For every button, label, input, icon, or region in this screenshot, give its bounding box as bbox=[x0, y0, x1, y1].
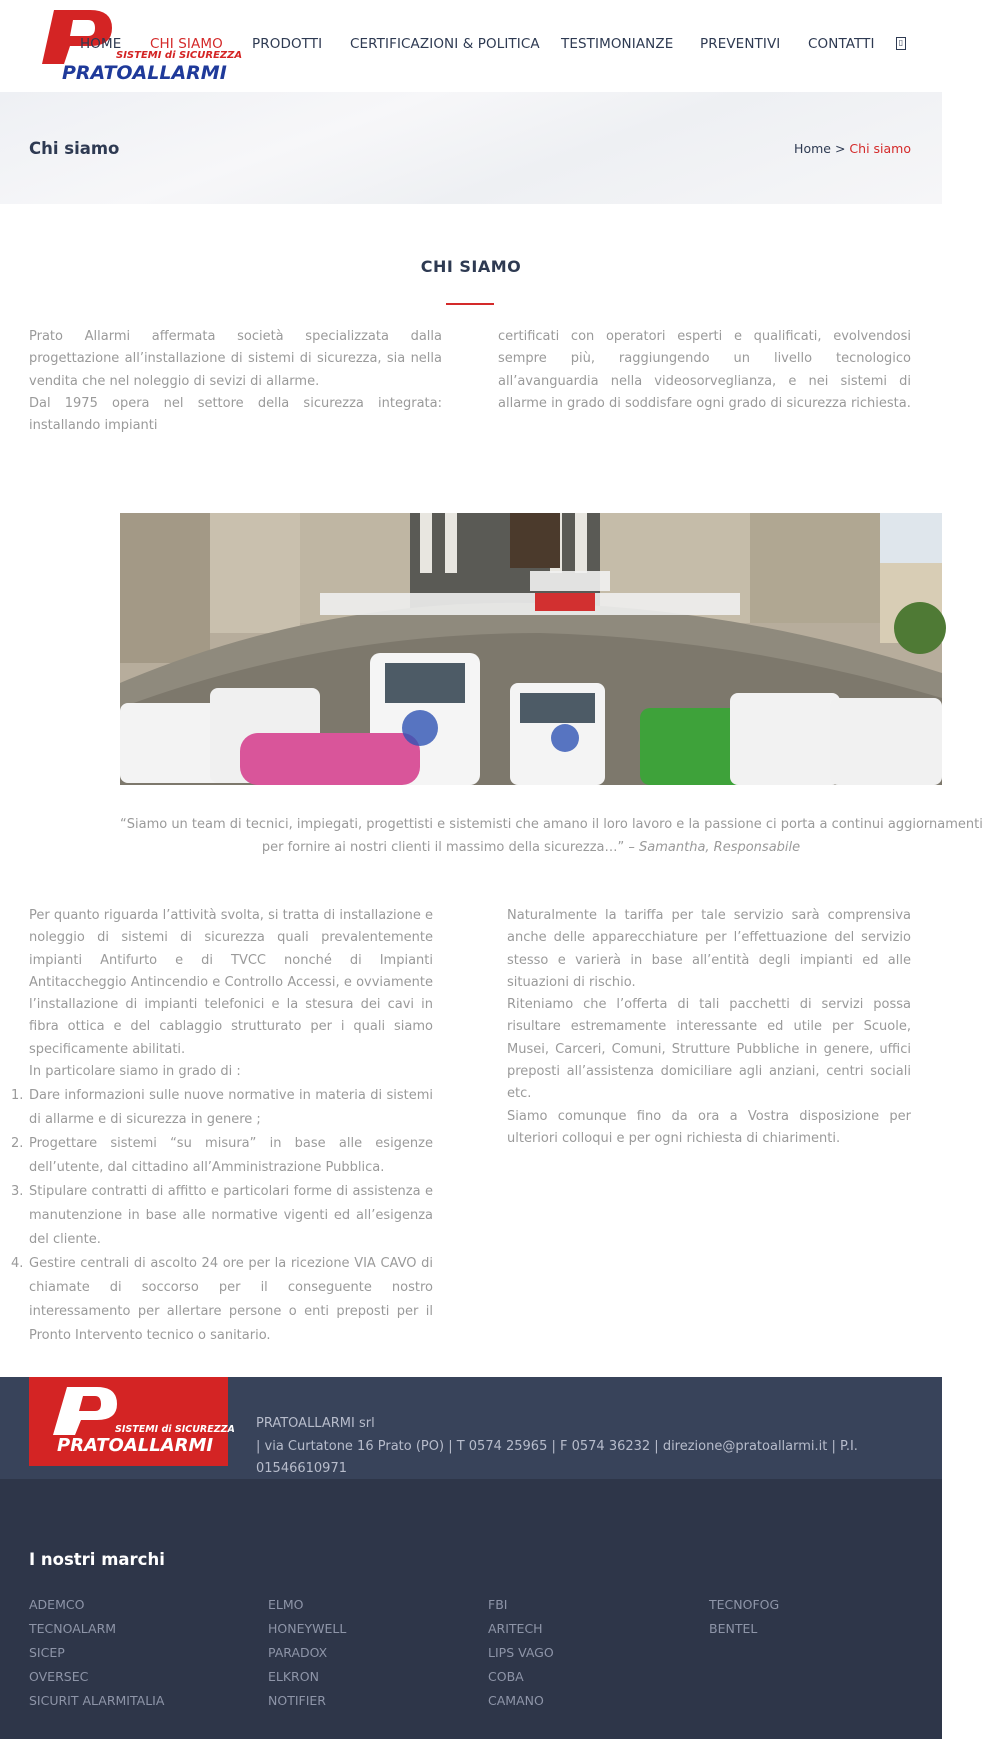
quote-line bbox=[120, 836, 942, 859]
svg-text:PRATOALLARMI: PRATOALLARMI bbox=[62, 62, 227, 84]
body-paragraph: Per quanto riguarda l’attività svolta, si tratta di installazione e noleggio di sistemi di sicurezza quali prevalentemente impianti Antifurto e di TVCC nonché di Impianti Antitaccheggio Antincendio e Controllo Accessi, e ovviamente l’installazione di impianti telefonici e la stesura dei cavi in fibra ottica e del cablaggio strutturato per i quali siamo specificamente abilitati. bbox=[29, 908, 433, 1057]
brand-link[interactable]: TECNOALARM bbox=[29, 1621, 117, 1636]
list-number: 2. bbox=[11, 1136, 24, 1151]
svg-text:SISTEMI di SICUREZZA: SISTEMI di SICUREZZA bbox=[116, 50, 243, 61]
services-list bbox=[11, 1084, 433, 1348]
brand-link[interactable]: HONEYWELL bbox=[268, 1621, 347, 1636]
company-details: | via Curtatone 16 Prato (PO) | T 0574 25965 | F 0574 36232 | direzione@pratoallarmi.it | P.I. 01546610971 bbox=[256, 1438, 858, 1476]
main-nav bbox=[0, 36, 942, 56]
quote-line: “Siamo un team di tecnici, impiegati, progettisti e sistemisti che amano il loro lavoro e la passione ci porta a continui aggiornamenti bbox=[120, 817, 983, 832]
intro-paragraph: Dal 1975 opera nel settore della sicurezza integrata: installando impianti bbox=[29, 395, 442, 434]
intro-left-text bbox=[29, 326, 442, 437]
body-right-text bbox=[507, 905, 911, 1150]
team-photo-illustration bbox=[120, 513, 942, 785]
svg-text:SISTEMI di SICUREZZA: SISTEMI di SICUREZZA bbox=[115, 1424, 235, 1435]
list-number: 3. bbox=[11, 1184, 24, 1199]
body-paragraph: Siamo comunque fino da ora a Vostra disposizione per ulteriori colloqui e per ogni richiesta di chiarimenti. bbox=[507, 1108, 911, 1146]
intro-right-text bbox=[498, 326, 911, 415]
intro-paragraph: certificati con operatori esperti e qualificati, evolvendosi sempre più, raggiungendo un livello tecnologico all’avanguardia nella videosorveglianza, e nei sistemi di allarme in grado di soddisfare ogni grado di sicurezza richiesta. bbox=[498, 329, 911, 411]
svg-text:PRATOALLARMI: PRATOALLARMI bbox=[57, 1435, 214, 1456]
footer-logo-mark bbox=[29, 1377, 235, 1466]
body-left-text bbox=[29, 905, 433, 1083]
team-photo bbox=[120, 513, 942, 785]
breadcrumb-current: Chi siamo bbox=[849, 141, 911, 156]
brand-link[interactable]: OVERSEC bbox=[29, 1669, 89, 1684]
brand-link[interactable]: LIPS VAGO bbox=[488, 1645, 554, 1660]
nav-certificazioni[interactable]: CERTIFICAZIONI & POLITICA bbox=[350, 36, 540, 52]
page-title-band bbox=[0, 92, 942, 204]
nav-preventivi[interactable]: PREVENTIVI bbox=[700, 36, 781, 52]
list-text: Dare informazioni sulle nuove normative in materia di sistemi di allarme e di sicurezza in genere ; bbox=[29, 1088, 433, 1127]
brand-link[interactable]: BENTEL bbox=[709, 1621, 758, 1636]
quote-author: Samantha, Responsabile bbox=[639, 840, 801, 855]
section-title: CHI SIAMO bbox=[420, 257, 522, 276]
section-divider bbox=[446, 303, 494, 305]
body-paragraph: In particolare siamo in grado di : bbox=[29, 1064, 241, 1080]
brand-link[interactable]: ARITECH bbox=[488, 1621, 543, 1636]
brand-link[interactable]: PARADOX bbox=[268, 1645, 328, 1660]
list-item bbox=[11, 1132, 433, 1180]
intro-paragraph: Prato Allarmi affermata società specializzata dalla progettazione all’installazione di sistemi di sicurezza, sia nella vendita che nel noleggio di sevizi di allarme. bbox=[29, 329, 442, 389]
breadcrumb bbox=[794, 141, 911, 156]
body-paragraph: Naturalmente la tariffa per tale servizio sarà comprensiva anche delle apparecchiature per l’effettuazione del servizio stesso e varierà in base all’entità degli impianti ed alle situazioni di rischio. bbox=[507, 908, 911, 990]
brand-link[interactable]: SICEP bbox=[29, 1645, 65, 1660]
list-text: Progettare sistemi “su misura” in base alle esigenze dell’utente, dal cittadino all’Amministrazione Pubblica. bbox=[29, 1136, 433, 1175]
team-quote bbox=[120, 813, 983, 859]
breadcrumb-home[interactable]: Home bbox=[794, 141, 831, 156]
page-title: Chi siamo bbox=[29, 139, 120, 158]
search-icon[interactable]: ▯ bbox=[896, 37, 906, 50]
nav-testimonianze[interactable]: TESTIMONIANZE bbox=[561, 36, 674, 52]
list-text: Stipulare contratti di affitto e particolari forme di assistenza e manutenzione in base alle normative vigenti ed all’esigenza del cliente. bbox=[29, 1184, 433, 1247]
brand-link[interactable]: ADEMCO bbox=[29, 1597, 85, 1612]
brand-link[interactable]: ELMO bbox=[268, 1597, 304, 1612]
footer-company-info bbox=[256, 1413, 876, 1481]
nav-home[interactable]: HOME bbox=[80, 36, 122, 52]
brands-title: I nostri marchi bbox=[29, 1550, 165, 1569]
list-number: 4. bbox=[11, 1256, 24, 1271]
footer-logo[interactable] bbox=[29, 1377, 235, 1466]
list-number: 1. bbox=[11, 1088, 24, 1103]
nav-chi-siamo[interactable]: CHI SIAMO bbox=[150, 36, 223, 52]
list-text: Gestire centrali di ascolto 24 ore per la ricezione VIA CAVO di chiamate di soccorso per il conseguente nostro interessamento per allertare persone o enti preposti per il Pronto Intervento tecnico o sanitario. bbox=[29, 1256, 433, 1343]
body-paragraph: Riteniamo che l’offerta di tali pacchetti di servizi possa risultare estremamente interessante ed utile per Scuole, Musei, Carceri, Comuni, Strutture Pubbliche in genere, uffici preposti all’assistenza domiciliare agli anziani, centri sociali etc. bbox=[507, 997, 911, 1102]
brand-link[interactable]: FBI bbox=[488, 1597, 508, 1612]
quote-text: per fornire ai nostri clienti il massimo della sicurezza…” – bbox=[261, 840, 635, 855]
brand-link[interactable]: SICURIT ALARMITALIA bbox=[29, 1693, 165, 1708]
brand-link[interactable]: COBA bbox=[488, 1669, 524, 1684]
list-item bbox=[11, 1252, 433, 1348]
site-header bbox=[0, 0, 942, 92]
brand-link[interactable]: CAMANO bbox=[488, 1693, 544, 1708]
list-item bbox=[11, 1084, 433, 1132]
list-item bbox=[11, 1180, 433, 1252]
nav-contatti[interactable]: CONTATTI bbox=[808, 36, 875, 52]
brand-link[interactable]: TECNOFOG bbox=[709, 1597, 780, 1612]
nav-prodotti[interactable]: PRODOTTI bbox=[252, 36, 323, 52]
brand-link[interactable]: NOTIFIER bbox=[268, 1693, 326, 1708]
brand-link[interactable]: ELKRON bbox=[268, 1669, 319, 1684]
company-name: PRATOALLARMI srl bbox=[256, 1416, 375, 1431]
breadcrumb-separator: > bbox=[834, 141, 846, 156]
